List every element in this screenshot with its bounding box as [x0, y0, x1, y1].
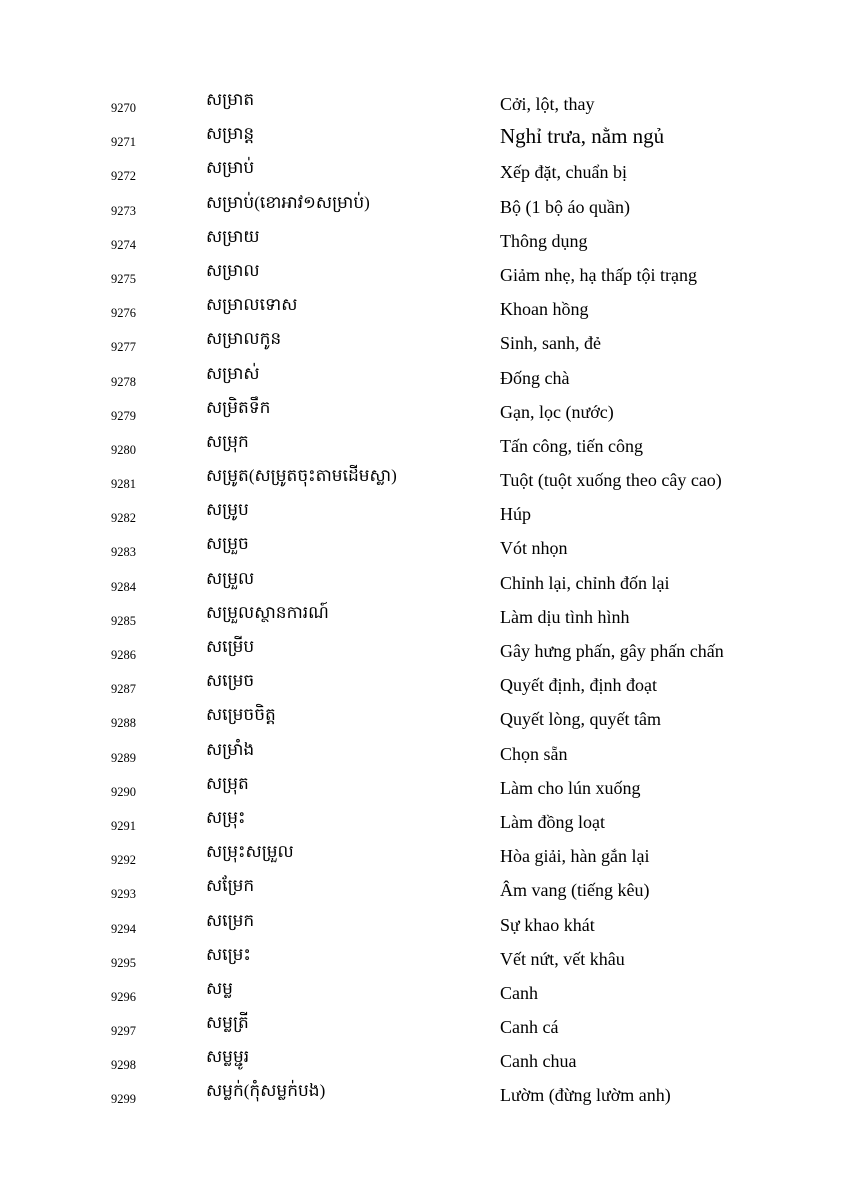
khmer-term: សម្រាស់	[206, 363, 260, 383]
entry-list	[0, 87, 848, 1113]
khmer-term: សម្រាប់(ខោអាវ១សម្រាប់)	[206, 192, 370, 212]
dictionary-entry	[0, 121, 848, 155]
khmer-term: សម្រេច	[206, 671, 255, 691]
vietnamese-translation: Làm cho lún xuống	[500, 777, 641, 798]
entry-number: 9288	[111, 716, 136, 731]
dictionary-entry	[0, 292, 848, 326]
dictionary-entry	[0, 1078, 848, 1112]
entry-number: 9290	[111, 784, 136, 799]
dictionary-entry	[0, 326, 848, 360]
khmer-term: សម្រួល	[206, 568, 255, 588]
khmer-term: សម្រាន្ត	[206, 124, 255, 144]
dictionary-entry	[0, 361, 848, 395]
dictionary-entry	[0, 224, 848, 258]
khmer-term: សម្រាំង	[206, 739, 255, 759]
vietnamese-translation: Tấn công, tiến công	[500, 435, 643, 456]
vietnamese-translation: Khoan hồng	[500, 299, 589, 320]
entry-number: 9291	[111, 818, 136, 833]
vietnamese-translation: Lườm (đừng lườm anh)	[500, 1085, 671, 1106]
khmer-term: សម្រូត(សម្រូតចុះតាមដើមស្លា)	[206, 466, 397, 486]
entry-number: 9274	[111, 237, 136, 252]
khmer-term: សម្រាប់	[206, 158, 255, 178]
dictionary-entry	[0, 600, 848, 634]
vietnamese-translation: Quyết lòng, quyết tâm	[500, 709, 661, 730]
khmer-term: សម្រើប	[206, 637, 255, 656]
dictionary-entry	[0, 395, 848, 429]
vietnamese-translation: Sinh, sanh, đẻ	[500, 333, 601, 354]
entry-number: 9271	[111, 135, 136, 150]
khmer-term: សម្រេក	[206, 910, 255, 930]
vietnamese-translation: Làm đồng loạt	[500, 811, 605, 832]
dictionary-entry	[0, 1010, 848, 1044]
entry-number: 9285	[111, 613, 136, 628]
vietnamese-translation: Giảm nhẹ, hạ thấp tội trạng	[500, 264, 697, 285]
dictionary-entry	[0, 463, 848, 497]
entry-number: 9278	[111, 374, 136, 389]
entry-number: 9282	[111, 511, 136, 526]
vietnamese-translation: Vót nhọn	[500, 538, 568, 559]
entry-number: 9296	[111, 989, 136, 1004]
khmer-term: សម្រួច	[206, 534, 249, 554]
entry-number: 9284	[111, 579, 136, 594]
khmer-term: សម្រុះ	[206, 807, 246, 827]
entry-number: 9297	[111, 1024, 136, 1039]
entry-number: 9272	[111, 169, 136, 184]
dictionary-entry	[0, 942, 848, 976]
vietnamese-translation: Xếp đặt, chuẩn bị	[500, 162, 627, 183]
entry-number: 9295	[111, 955, 136, 970]
dictionary-entry	[0, 429, 848, 463]
entry-number: 9294	[111, 921, 136, 936]
entry-number: 9298	[111, 1058, 136, 1073]
vietnamese-translation: Quyết định, định đoạt	[500, 675, 657, 696]
entry-number: 9277	[111, 340, 136, 355]
dictionary-entry	[0, 258, 848, 292]
entry-number: 9280	[111, 442, 136, 457]
khmer-term: សម្លត្រី	[206, 1013, 249, 1033]
khmer-term: សម្រួលស្ថានការណ៍	[206, 602, 329, 622]
entry-number: 9270	[111, 101, 136, 115]
entry-number: 9299	[111, 1092, 136, 1107]
dictionary-entry	[0, 155, 848, 189]
vietnamese-translation: Nghỉ trưa, nằm ngủ	[500, 124, 665, 149]
vietnamese-translation: Gây hưng phấn, gây phấn chấn	[500, 641, 724, 661]
entry-number: 9293	[111, 887, 136, 902]
vietnamese-translation: Chọn sẵn	[500, 743, 568, 764]
khmer-term: សម្រាត	[206, 90, 255, 109]
dictionary-entry	[0, 190, 848, 224]
khmer-term: សម្រាយ	[206, 226, 260, 246]
vietnamese-translation: Đống chà	[500, 367, 570, 388]
vietnamese-translation: Húp	[500, 504, 531, 525]
vietnamese-translation: Tuột (tuột xuống theo cây cao)	[500, 470, 722, 491]
khmer-term: សម្រេះ	[206, 944, 251, 964]
khmer-term: សម្លម្ជូរ	[206, 1047, 250, 1067]
dictionary-entry	[0, 702, 848, 736]
vietnamese-translation: Canh cá	[500, 1017, 559, 1038]
khmer-term: សម្រិតទឹក	[206, 397, 271, 417]
vietnamese-translation: Canh	[500, 982, 538, 1003]
khmer-term: សម្ល	[206, 978, 233, 998]
khmer-term: សម្រាលទោស	[206, 295, 298, 315]
entry-number: 9281	[111, 477, 136, 492]
vietnamese-translation: Bộ (1 bộ áo quần)	[500, 196, 630, 217]
dictionary-entry	[0, 839, 848, 873]
vietnamese-translation: Sự khao khát	[500, 914, 595, 935]
vietnamese-translation: Âm vang (tiếng kêu)	[500, 880, 650, 901]
dictionary-entry	[0, 531, 848, 565]
vietnamese-translation: Thông dụng	[500, 230, 588, 251]
dictionary-entry	[0, 737, 848, 771]
entry-number: 9275	[111, 271, 136, 286]
dictionary-entry	[0, 908, 848, 942]
dictionary-entry	[0, 805, 848, 839]
entry-number: 9273	[111, 203, 136, 218]
dictionary-entry	[0, 771, 848, 805]
khmer-term: សម្រុក	[206, 431, 249, 451]
khmer-term: សម្រែក	[206, 876, 255, 896]
entry-number: 9286	[111, 648, 136, 662]
khmer-term: សម្រុត	[206, 773, 249, 793]
dictionary-entry	[0, 497, 848, 531]
dictionary-entry	[0, 566, 848, 600]
dictionary-entry	[0, 668, 848, 702]
khmer-term: សម្រេចចិត្ត	[206, 705, 276, 725]
vietnamese-translation: Vết nứt, vết khâu	[500, 948, 625, 969]
khmer-term: សម្រូប	[206, 500, 249, 520]
dictionary-entry	[0, 87, 848, 121]
vietnamese-translation: Canh chua	[500, 1051, 577, 1072]
vietnamese-translation: Làm dịu tình hình	[500, 606, 630, 627]
vietnamese-translation: Cởi, lột, thay	[500, 94, 595, 114]
vietnamese-translation: Hòa giải, hàn gắn lại	[500, 846, 650, 867]
entry-number: 9292	[111, 853, 136, 868]
khmer-term: សម្លក់(កុំសម្លក់បង)	[206, 1081, 326, 1101]
entry-number: 9289	[111, 750, 136, 765]
dictionary-entry	[0, 1044, 848, 1078]
entry-number: 9287	[111, 682, 136, 697]
dictionary-entry	[0, 976, 848, 1010]
entry-number: 9279	[111, 408, 136, 423]
khmer-term: សម្រុះសម្រួល	[206, 842, 294, 862]
dictionary-entry	[0, 873, 848, 907]
entry-number: 9276	[111, 306, 136, 321]
vietnamese-translation: Gạn, lọc (nước)	[500, 401, 614, 422]
vietnamese-translation: Chỉnh lại, chỉnh đốn lại	[500, 572, 670, 593]
entry-number: 9283	[111, 545, 136, 560]
dictionary-entry	[0, 634, 848, 668]
khmer-term: សម្រាល	[206, 260, 260, 280]
khmer-term: សម្រាលកូន	[206, 329, 282, 349]
